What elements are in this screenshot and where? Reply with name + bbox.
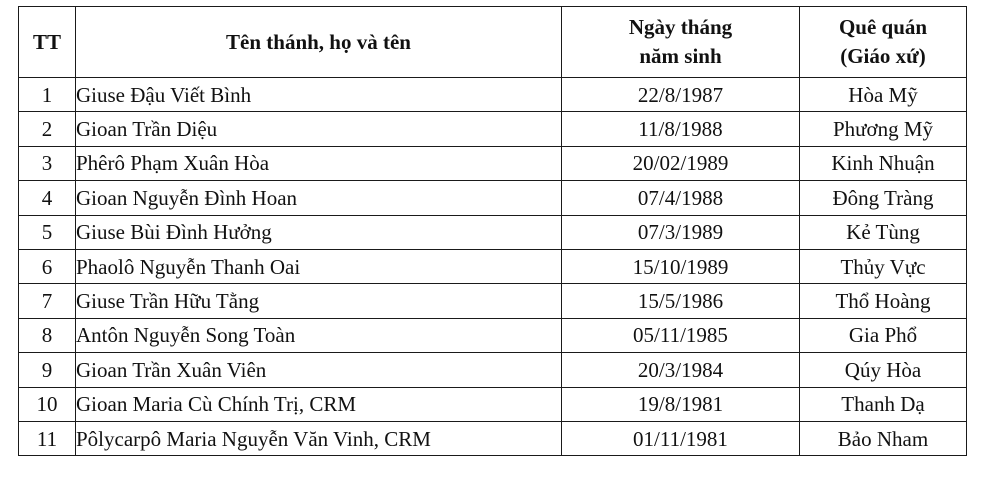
table-row (19, 112, 967, 146)
header-hometown (800, 7, 967, 78)
candidates-table (18, 6, 967, 456)
row-birth-date: 22/8/1987 (562, 78, 800, 112)
row-name: Gioan Maria Cù Chính Trị, CRM (76, 387, 562, 421)
header-birth-line2: năm sinh (639, 44, 722, 68)
row-hometown: Bảo Nham (800, 421, 967, 455)
row-number: 4 (19, 181, 76, 215)
row-birth-date: 05/11/1985 (562, 318, 800, 352)
table-row (19, 181, 967, 215)
row-hometown: Hòa Mỹ (800, 78, 967, 112)
row-name: Antôn Nguyễn Song Toàn (76, 318, 562, 352)
row-hometown: Gia Phổ (800, 318, 967, 352)
row-name: Gioan Trần Diệu (76, 112, 562, 146)
row-name: Giuse Trần Hữu Tằng (76, 284, 562, 318)
row-number: 9 (19, 353, 76, 387)
row-hometown: Kẻ Tùng (800, 215, 967, 249)
table-row (19, 249, 967, 283)
row-hometown: Thủy Vực (800, 249, 967, 283)
row-name: Pôlycarpô Maria Nguyễn Văn Vinh, CRM (76, 421, 562, 455)
header-tt: TT (19, 7, 76, 78)
table-row (19, 353, 967, 387)
row-number: 6 (19, 249, 76, 283)
table-row (19, 284, 967, 318)
row-hometown: Kinh Nhuận (800, 146, 967, 180)
row-hometown: Phương Mỹ (800, 112, 967, 146)
row-birth-date: 19/8/1981 (562, 387, 800, 421)
row-number: 3 (19, 146, 76, 180)
table-row (19, 318, 967, 352)
row-birth-date: 20/02/1989 (562, 146, 800, 180)
row-name: Phêrô Phạm Xuân Hòa (76, 146, 562, 180)
row-name: Giuse Đậu Viết Bình (76, 78, 562, 112)
row-birth-date: 01/11/1981 (562, 421, 800, 455)
row-hometown: Đông Tràng (800, 181, 967, 215)
row-birth-date: 07/3/1989 (562, 215, 800, 249)
row-number: 1 (19, 78, 76, 112)
table-row (19, 421, 967, 455)
table-body (19, 78, 967, 456)
row-hometown: Qúy Hòa (800, 353, 967, 387)
row-hometown: Thổ Hoàng (800, 284, 967, 318)
header-birth-date (562, 7, 800, 78)
row-number: 11 (19, 421, 76, 455)
header-row (19, 7, 967, 78)
table-header (19, 7, 967, 78)
table-row (19, 215, 967, 249)
row-number: 7 (19, 284, 76, 318)
row-birth-date: 15/5/1986 (562, 284, 800, 318)
row-birth-date: 11/8/1988 (562, 112, 800, 146)
table-row (19, 146, 967, 180)
row-name: Phaolô Nguyễn Thanh Oai (76, 249, 562, 283)
row-name: Gioan Nguyễn Đình Hoan (76, 181, 562, 215)
row-number: 2 (19, 112, 76, 146)
row-name: Gioan Trần Xuân Viên (76, 353, 562, 387)
header-home-line1: Quê quán (838, 15, 928, 39)
header-birth-line1: Ngày tháng (628, 15, 733, 39)
row-number: 5 (19, 215, 76, 249)
row-name: Giuse Bùi Đình Hưởng (76, 215, 562, 249)
header-name: Tên thánh, họ và tên (76, 7, 562, 78)
header-home-line2: (Giáo xứ) (840, 44, 926, 68)
row-birth-date: 15/10/1989 (562, 249, 800, 283)
row-birth-date: 07/4/1988 (562, 181, 800, 215)
row-number: 8 (19, 318, 76, 352)
row-number: 10 (19, 387, 76, 421)
row-hometown: Thanh Dạ (800, 387, 967, 421)
table-row (19, 78, 967, 112)
table-row (19, 387, 967, 421)
row-birth-date: 20/3/1984 (562, 353, 800, 387)
